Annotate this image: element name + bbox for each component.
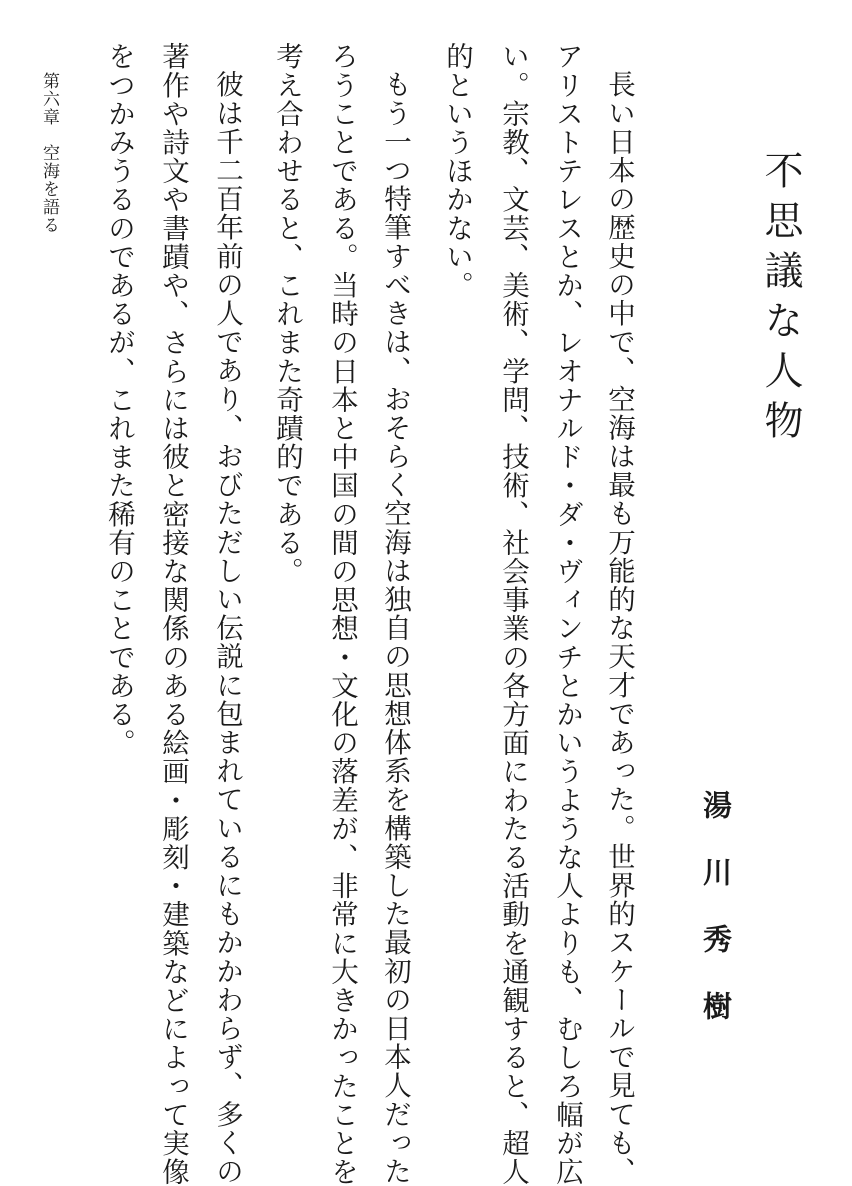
paragraph-1-line-4: 的というほかない。 bbox=[441, 42, 473, 300]
paragraph-1-line-3: い。宗教、文芸、美術、学問、技術、社会事業の各方面にわたる活動を通観すると、超人 bbox=[497, 42, 529, 1186]
paragraph-1-line-1: 長い日本の歴史の中で、空海は最も万能的な天才であった。世界的スケールで見ても、 bbox=[603, 70, 635, 1186]
paragraph-2-line-2: ろうことである。当時の日本と中国の間の思想・文化の落差が、非常に大きかったことを bbox=[326, 42, 358, 1186]
author-name: 湯川秀樹 bbox=[699, 790, 733, 1058]
paragraph-2-line-1: もう一つ特筆すべきは、おそらく空海は独自の思想体系を構築した最初の日本人だった bbox=[379, 70, 411, 1186]
paragraph-1-line-2: アリストテレスとか、レオナルド・ダ・ヴィンチとかいうような人よりも、むしろ幅が広 bbox=[551, 42, 583, 1186]
chapter-footer: 第六章 空海を語る bbox=[39, 72, 59, 234]
paragraph-3-line-1: 彼は千二百年前の人であり、おびただしい伝説に包まれているにもかかわらず、多くの bbox=[211, 70, 243, 1186]
essay-title: 不思議な人物 bbox=[758, 150, 803, 450]
paragraph-2-line-3: 考え合わせると、これまた奇蹟的である。 bbox=[271, 42, 303, 586]
paragraph-3-line-3: をつかみうるのであるが、これまた稀有のことである。 bbox=[103, 42, 135, 757]
paragraph-3-line-2: 著作や詩文や書蹟や、さらには彼と密接な関係のある絵画・彫刻・建築などによって実像 bbox=[157, 42, 189, 1186]
